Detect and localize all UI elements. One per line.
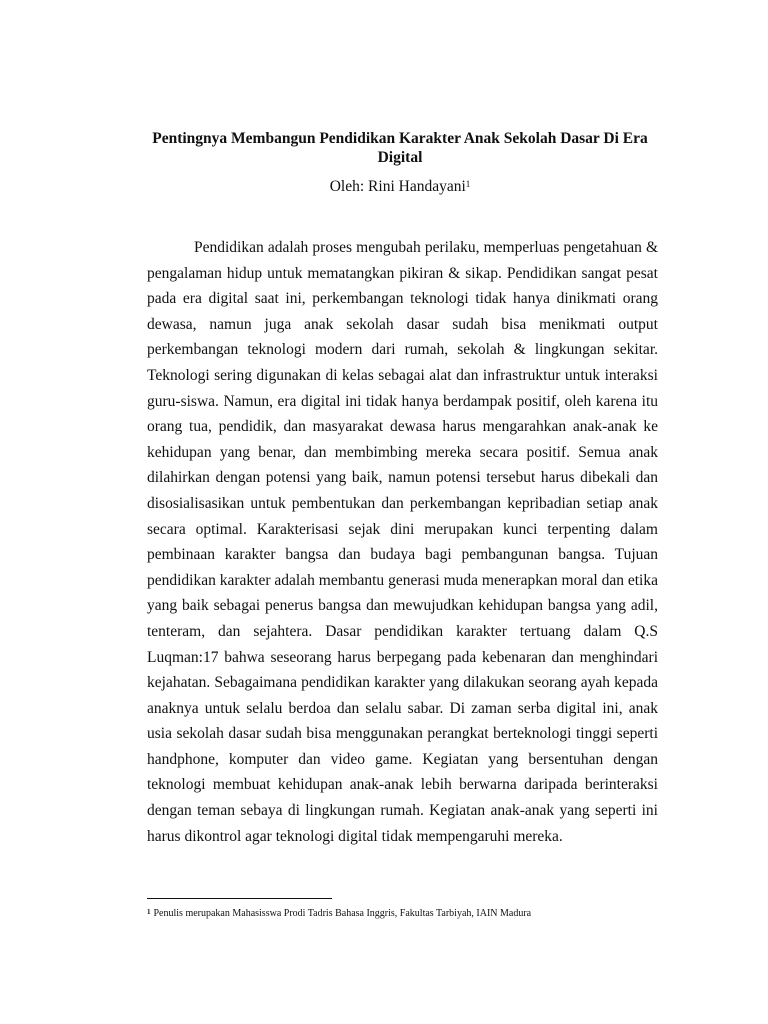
footnote-text: Penulis merupakan Mahasisswa Prodi Tadris Bahasa Inggris, Fakultas Tarbiyah, IAIN Madura [153,908,532,919]
footnote-mark: 1 [147,908,151,916]
footnote [147,907,658,920]
document-title: Pentingnya Membangun Pendidikan Karakter Anak Sekolah Dasar Di Era Digital [152,130,648,166]
author-name: Oleh: Rini Handayani [329,178,466,195]
footnote-divider [147,898,332,899]
author-footnote-mark: 1 [465,179,471,189]
body-paragraph: Pendidikan adalah proses mengubah perilaku, memperluas pengetahuan & pengalaman hidup untuk mematangkan pikiran & sikap. Pendidikan sangat pesat pada era digital saat ini, perkembangan teknologi tidak hanya dinikmati orang dewasa, namun juga anak sekolah dasar sudah bisa menikmati output perkembangan teknologi modern dari rumah, sekolah & lingkungan sekitar. Teknologi sering digunakan di kelas sebagai alat dan infrastruktur untuk interaksi guru-siswa. Namun, era digital ini tidak hanya berdampak positif, oleh karena itu orang tua, pendidik, dan masyarakat dewasa harus mengarahkan anak-anak ke kehidupan yang benar, dan membimbing mereka secara positif. Semua anak dilahirkan dengan potensi yang baik, namun potensi tersebut harus dibekali dan disosialisasikan untuk pembentukan dan perkembangan kepribadian setiap anak secara optimal. Karakterisasi sejak dini merupakan kunci terpenting dalam pembinaan karakter bangsa dan budaya bagi pembangunan bangsa. Tujuan pendidikan karakter adalah membantu generasi muda menerapkan moral dan etika yang baik sebagai penerus bangsa dan mewujudkan kehidupan bangsa yang adil, tenteram, dan sejahtera. Dasar pendidikan karakter tertuang dalam Q.S Luqman:17 bahwa seseorang harus berpegang pada kebenaran dan menghindari kejahatan. Sebagaimana pendidikan karakter yang dilakukan seorang ayah kepada anaknya untuk selalu berdoa dan selalu sabar. Di zaman serba digital ini, anak usia sekolah dasar sudah bisa menggunakan perangkat berteknologi tinggi seperti handphone, komputer dan video game. Kegiatan yang bersentuhan dengan teknologi membuat kehidupan anak-anak lebih berwarna daripada berinteraksi dengan teman sebaya di lingkungan rumah. Kegiatan anak-anak yang seperti ini harus dikontrol agar teknologi digital tidak mempengaruhi mereka. [147,239,658,845]
author-line [145,177,655,196]
